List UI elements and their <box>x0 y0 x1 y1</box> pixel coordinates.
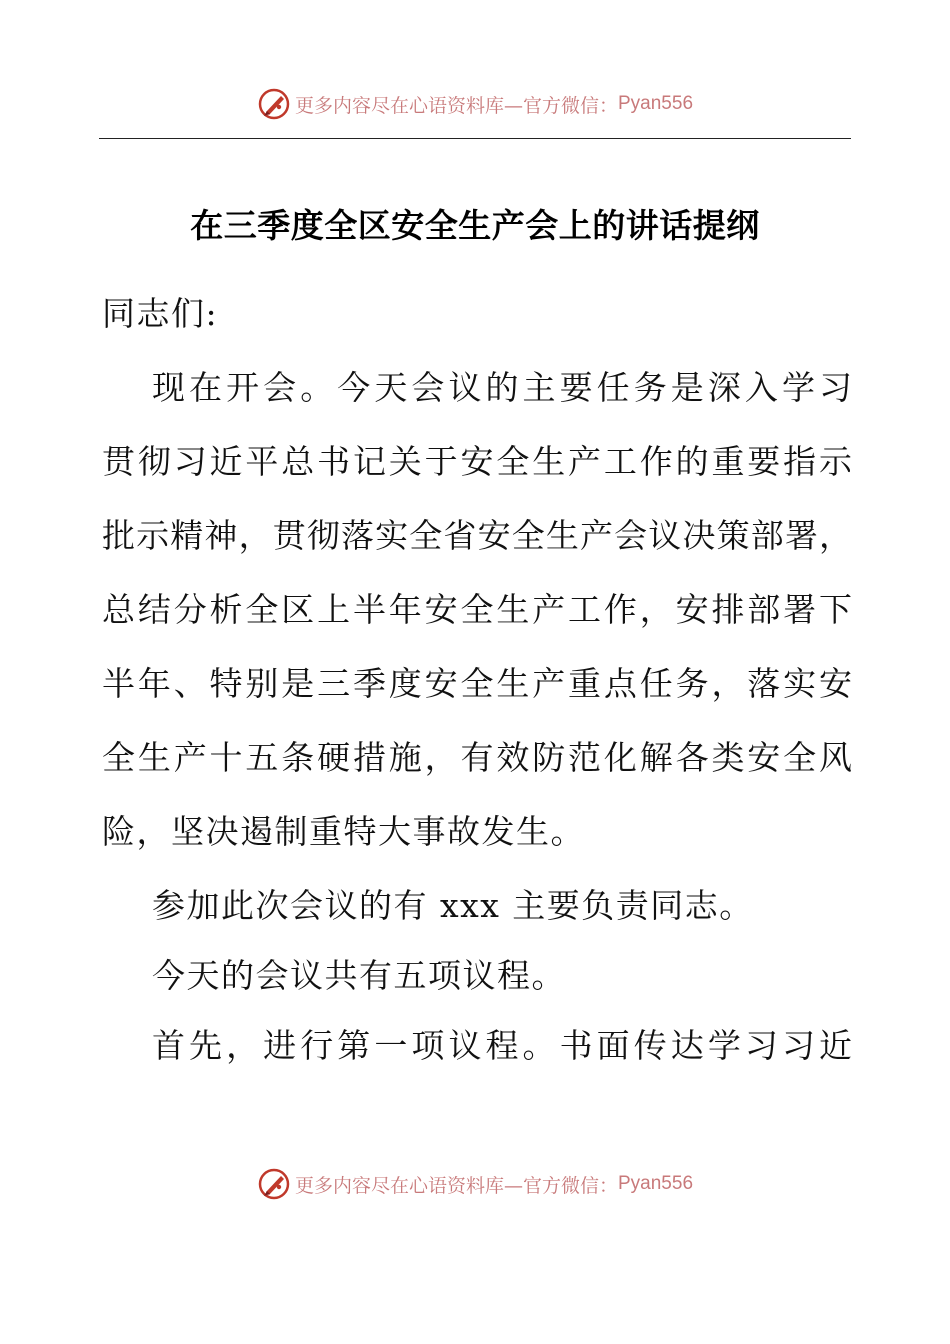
pen-logo-icon <box>257 1167 291 1201</box>
footer-banner-text: 更多内容尽在心语资料库—官方微信： <box>294 1174 618 1197</box>
paragraph-line: 贯彻习近平总书记关于安全生产工作的重要指示 <box>102 442 852 481</box>
paragraph-line: 今天的会议共有五项议程。 <box>152 956 566 995</box>
paragraph-line: 首先，进行第一项议程。书面传达学习习近 <box>152 1026 852 1065</box>
paragraph-line: 现在开会。今天会议的主要任务是深入学习 <box>152 368 852 407</box>
document-title: 在三季度全区安全生产会上的讲话提纲 <box>190 206 760 245</box>
paragraph-line: 险，坚决遏制重特大事故发生。 <box>102 812 585 851</box>
paragraph-line: 半年、特别是三季度安全生产重点任务，落实安 <box>102 664 852 703</box>
salutation: 同志们: <box>102 294 219 333</box>
paragraph-line: 全生产十五条硬措施，有效防范化解各类安全风 <box>102 738 852 777</box>
pen-logo-icon <box>257 87 291 121</box>
header-banner-text: 更多内容尽在心语资料库—官方微信： <box>294 94 618 117</box>
paragraph-line: 总结分析全区上半年安全生产工作，安排部署下 <box>102 590 852 629</box>
header-banner-handle: Pyan556 <box>618 93 694 114</box>
footer-banner <box>0 1166 950 1202</box>
paragraph-line: 参加此次会议的有 xxx 主要负责同志。 <box>152 886 754 925</box>
footer-banner-handle: Pyan556 <box>618 1173 694 1194</box>
header-banner <box>0 86 950 122</box>
paragraph-line: 批示精神，贯彻落实全省安全生产会议决策部署， <box>102 516 852 555</box>
header-divider <box>99 138 851 139</box>
